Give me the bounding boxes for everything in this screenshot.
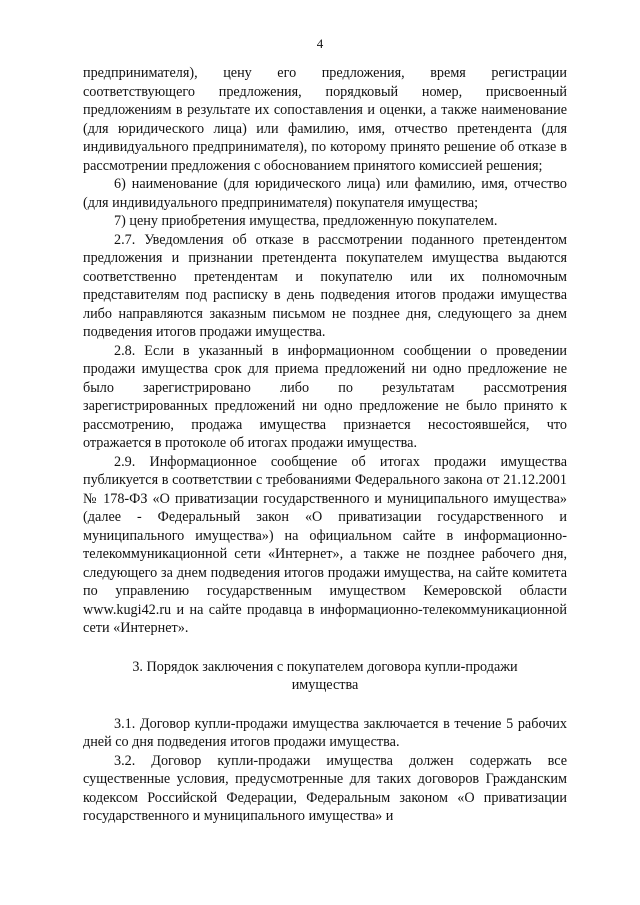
section-3-heading: 3. Порядок заключения с покупателем договора купли-продажи имущества [132,658,518,693]
paragraph-2-9: 2.9. Информационное сообщение об итогах продажи имущества публикуется в соответствии с требованиями Федерального закона от 21.12.2001 № 178-ФЗ «О приватизации государственного и муниципального имущества» (далее - Федеральный закон «О приватизации государственного и муниципального имущества») на официальном сайте в информационно-телекоммуникационной сети «Интернет», а также не позднее рабочего дня, следующего за днем подведения итогов продажи имущества, на сайте комитета по управлению государственным имуществом Кемеровской области www.kugi42.ru и на сайте продавца в информационно-телекоммуникационной сети «Интернет». [83,453,567,636]
paragraph-item-6: 6) наименование (для юридического лица) или фамилию, имя, отчество (для индивидуального предпринимателя) покупателя имущества; [83,176,567,211]
paragraph-continuation: предпринимателя), цену его предложения, время регистрации соответствующего предложения, порядковый номер, присвоенный предложениям в результате их сопоставления и оценки, а также наименование (для юридического лица) или фамилию, имя, отчество претендента (для индивидуального предпринимателя), по которому принято решение об отказе в рассмотрении предложения с обоснованием принятого комиссией решения; [83,65,567,174]
paragraph-item-7: 7) цену приобретения имущества, предложенную покупателем. [114,213,498,229]
paragraph-3-2: 3.2. Договор купли-продажи имущества должен содержать все существенные условия, предусмотренные для таких договоров Гражданским кодексом Российской Федерации, Федеральным законом «О приватизации государственного и муниципального имущества» и [83,752,567,824]
page-number: 4 [316,36,324,51]
document-body [83,64,567,826]
paragraph-3-1: 3.1. Договор купли-продажи имущества заключается в течение 5 рабочих дней со дня подведения итогов продажи имущества. [83,715,567,750]
paragraph-2-8: 2.8. Если в указанный в информационном сообщении о проведении продажи имущества срок для приема предложений ни одно предложение не было зарегистрировано либо по результатам рассмотрения зарегистрированных предложений ни одно предложение не было принято к рассмотрению, продажа имущества признается несостоявшейся, что отражается в протоколе об итогах продажи имущества. [83,342,567,451]
paragraph-2-7: 2.7. Уведомления об отказе в рассмотрении поданного претендентом предложения и признании претендента покупателем имущества выдаются соответственно претендентам и покупателю или их полномочным представителям под расписку в день подведения итогов продажи имущества либо направляются заказным письмом не позднее дня, следующего за днем подведения итогов продажи имущества. [83,231,567,340]
